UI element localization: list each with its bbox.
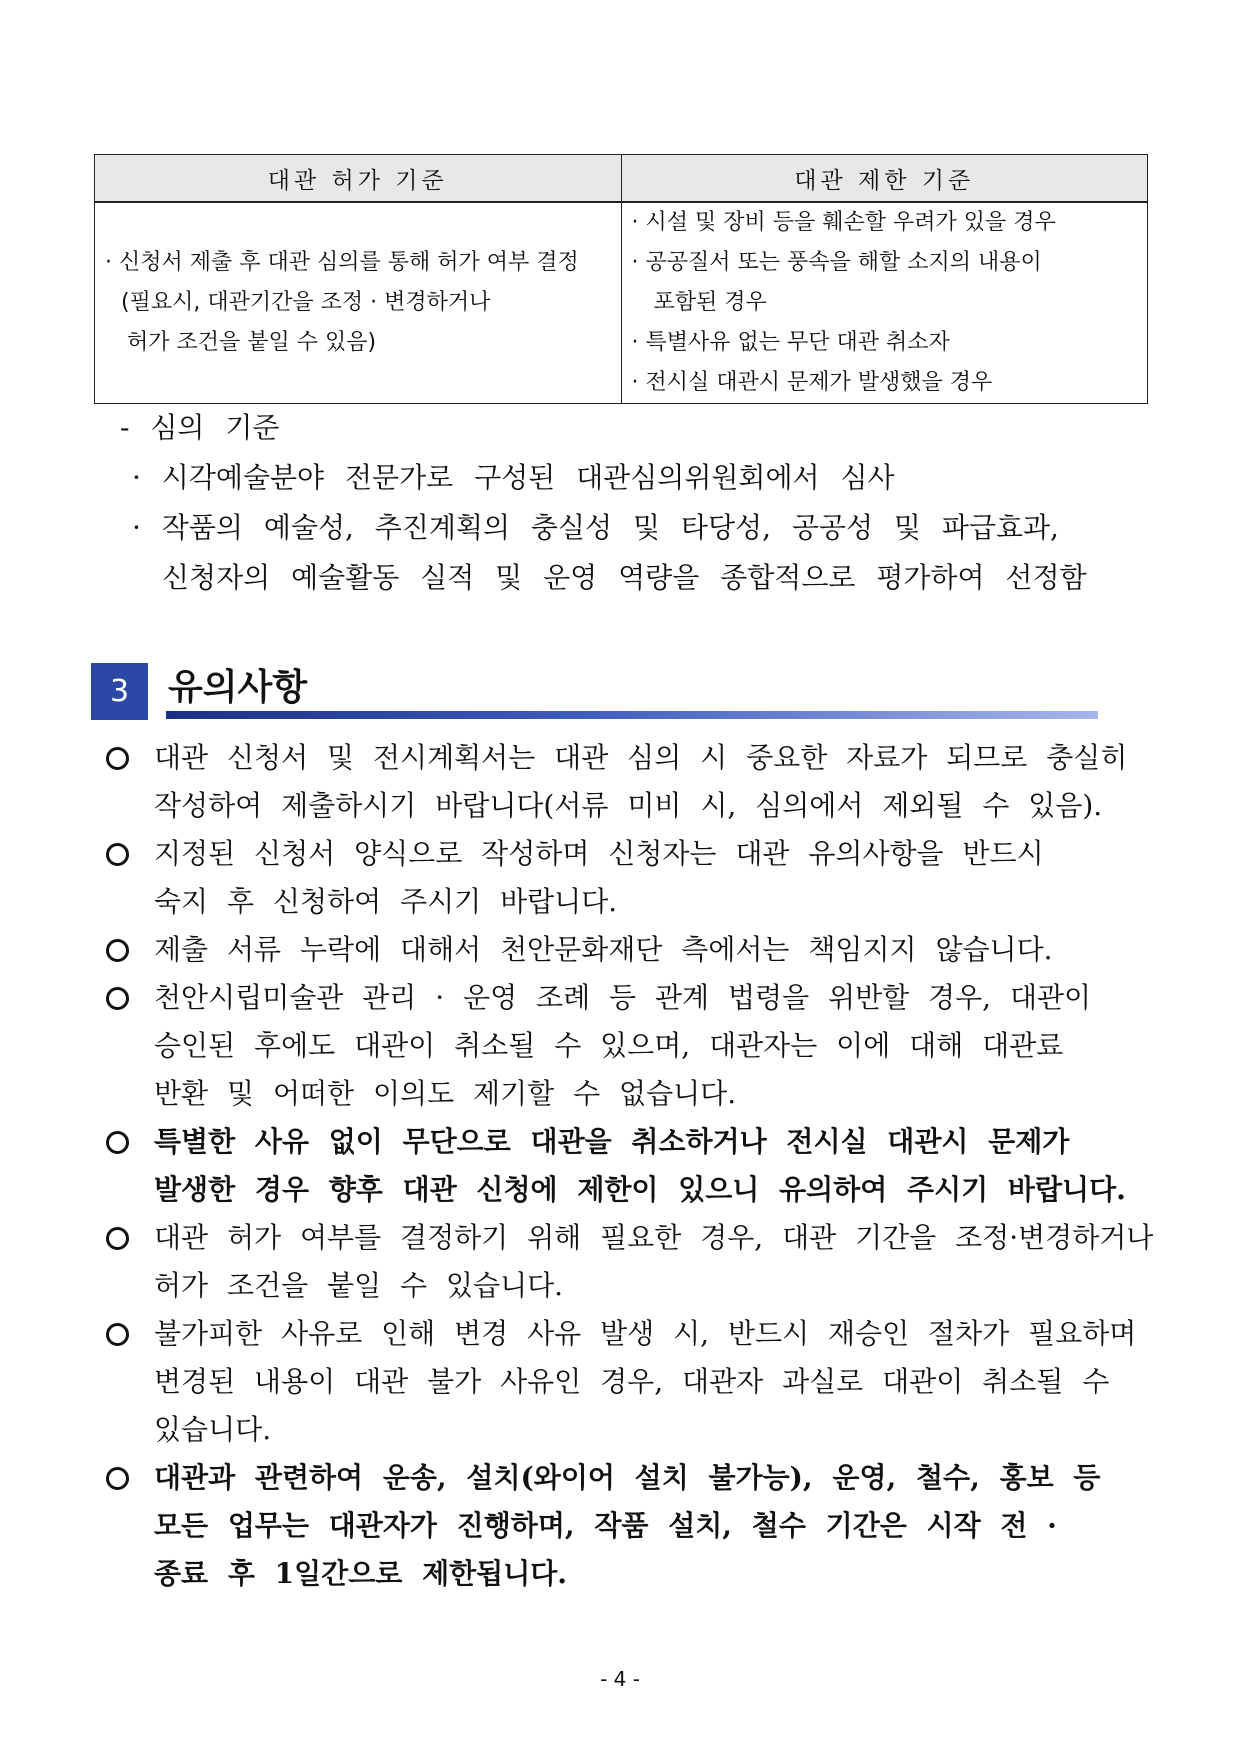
restrict-line: · 특별사유 없는 무단 대관 취소자 [631, 330, 950, 355]
circle-bullet-icon [106, 747, 129, 770]
note-item [96, 974, 1156, 1118]
note-item [96, 830, 1156, 926]
restrict-line: · 전시실 대관시 문제가 발생했을 경우 [631, 370, 993, 395]
note-item [96, 1310, 1156, 1454]
note-line: 종료 후 1일간으로 제한됩니다. [154, 1557, 568, 1590]
note-line: 발생한 경우 향후 대관 신청에 제한이 있으니 유의하여 주시기 바랍니다. [154, 1173, 1126, 1206]
note-line: 대관 허가 여부를 결정하기 위해 필요한 경우, 대관 기간을 조정·변경하거나 [154, 1221, 1154, 1254]
circle-bullet-icon [106, 1227, 129, 1250]
review-heading: - 심의 기준 [120, 411, 280, 444]
note-line: 모든 업무는 대관자가 진행하며, 작품 설치, 철수 기간은 시작 전 · [154, 1509, 1057, 1542]
note-line: 천안시립미술관 관리 · 운영 조례 등 관계 법령을 위반할 경우, 대관이 [154, 981, 1092, 1014]
section-title: 유의사항 [168, 667, 308, 708]
permit-criteria-cell [95, 202, 622, 404]
review-item: 신청자의 예술활동 실적 및 운영 역량을 종합적으로 평가하여 선정함 [162, 561, 1087, 594]
table-header-row [95, 155, 1148, 203]
review-criteria [120, 403, 1150, 603]
note-item [96, 1214, 1156, 1310]
circle-bullet-icon [106, 1467, 129, 1490]
header-restrict-criteria: 대관 제한 기준 [621, 155, 1148, 203]
note-line: 반환 및 어떠한 이의도 제기할 수 없습니다. [154, 1077, 737, 1110]
page-number: - 4 - [600, 1667, 640, 1691]
circle-bullet-icon [106, 987, 129, 1010]
note-item-important [96, 1118, 1156, 1214]
note-item [96, 734, 1156, 830]
note-line: 특별한 사유 없이 무단으로 대관을 취소하거나 전시실 대관시 문제가 [154, 1125, 1070, 1158]
note-line: 제출 서류 누락에 대해서 천안문화재단 측에서는 책임지지 않습니다. [154, 933, 1053, 966]
note-line: 대관과 관련하여 운송, 설치(와이어 설치 불가능), 운영, 철수, 홍보 등 [154, 1461, 1101, 1494]
note-line: 지정된 신청서 양식으로 작성하며 신청자는 대관 유의사항을 반드시 [154, 837, 1044, 870]
section-number: 3 [91, 663, 148, 720]
notes-list [96, 734, 1156, 1598]
note-line: 있습니다. [154, 1413, 272, 1446]
circle-bullet-icon [106, 939, 129, 962]
review-item: · 시각예술분야 전문가로 구성된 대관심의위원회에서 심사 [132, 461, 895, 494]
note-line: 작성하여 제출하시기 바랍니다(서류 미비 시, 심의에서 제외될 수 있음). [154, 789, 1103, 822]
review-item: · 작품의 예술성, 추진계획의 충실성 및 타당성, 공공성 및 파급효과, [132, 511, 1059, 544]
note-line: 허가 조건을 붙일 수 있습니다. [154, 1269, 564, 1302]
note-item [96, 926, 1156, 974]
circle-bullet-icon [106, 1131, 129, 1154]
note-line: 숙지 후 신청하여 주시기 바랍니다. [154, 885, 618, 918]
note-line: 승인된 후에도 대관이 취소될 수 있으며, 대관자는 이에 대해 대관료 [154, 1029, 1064, 1062]
restrict-line: 포함된 경우 [653, 290, 767, 315]
permit-line: (필요시, 대관기간을 조정 · 변경하거나 [121, 290, 491, 315]
note-line: 변경된 내용이 대관 불가 사유인 경우, 대관자 과실로 대관이 취소될 수 [154, 1365, 1110, 1398]
permit-line: 허가 조건을 붙일 수 있음) [127, 330, 377, 355]
note-line: 불가피한 사유로 인해 변경 사유 발생 시, 반드시 재승인 절차가 필요하며 [154, 1317, 1137, 1350]
note-line: 대관 신청서 및 전시계획서는 대관 심의 시 중요한 자료가 되므로 충실히 [154, 741, 1128, 774]
note-item-important [96, 1454, 1156, 1598]
table-row [95, 202, 1148, 404]
criteria-table [94, 154, 1148, 404]
header-permit-criteria: 대관 허가 기준 [95, 155, 622, 203]
permit-line: · 신청서 제출 후 대관 심의를 통해 허가 여부 결정 [105, 250, 579, 275]
restrict-line: · 시설 및 장비 등을 훼손할 우려가 있을 경우 [631, 210, 1056, 235]
section-underline [166, 711, 1098, 719]
circle-bullet-icon [106, 843, 129, 866]
circle-bullet-icon [106, 1323, 129, 1346]
restrict-criteria-cell [621, 202, 1148, 404]
restrict-line: · 공공질서 또는 풍속을 해할 소지의 내용이 [631, 250, 1042, 275]
